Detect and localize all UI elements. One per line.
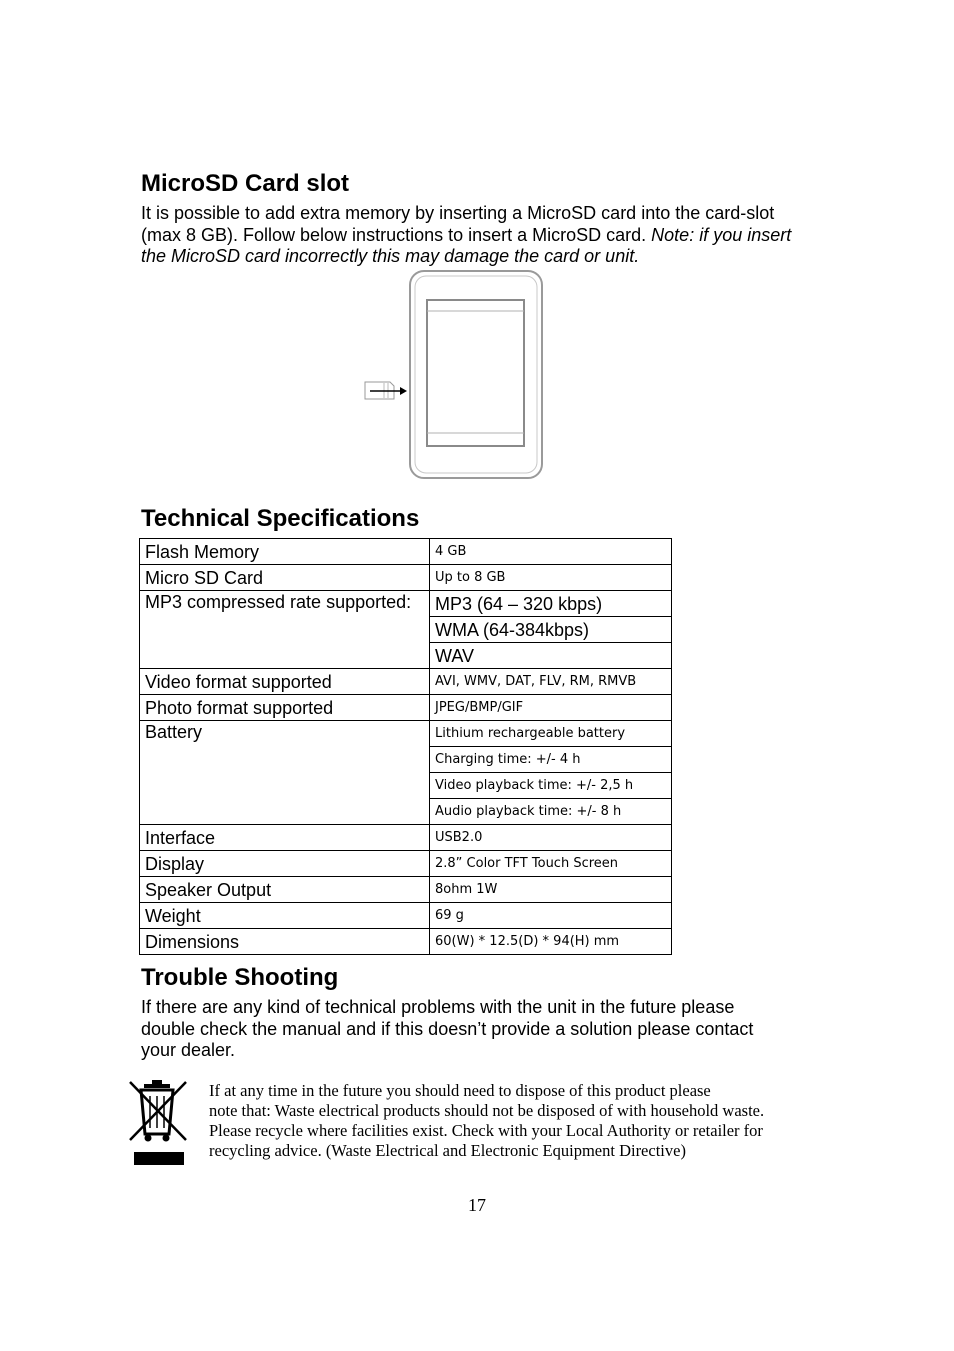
spec-label: MP3 compressed rate supported: xyxy=(140,591,430,669)
spec-value: AVI, WMV, DAT, FLV, RM, RMVB xyxy=(430,669,672,695)
weee-line: Please recycle where facilities exist. Check with your Local Authority or retailer for xyxy=(209,1121,763,1140)
spec-value: Up to 8 GB xyxy=(430,565,672,591)
spec-label: Video format supported xyxy=(140,669,430,695)
weee-line: note that: Waste electrical products should not be disposed of with household waste. xyxy=(209,1101,765,1120)
trouble-text: If there are any kind of technical problems with the unit in the future please double check the manual and if this doesn’t provide a solution please contact your dealer. xyxy=(141,997,754,1060)
spec-value: JPEG/BMP/GIF xyxy=(430,695,672,721)
spec-value: 60(W) * 12.5(D) * 94(H) mm xyxy=(430,929,672,955)
spec-row-dimensions xyxy=(140,929,672,955)
spec-label: Flash Memory xyxy=(140,539,430,565)
spec-value: USB2.0 xyxy=(430,825,672,851)
microsd-text xyxy=(141,203,811,268)
spec-value: WAV xyxy=(430,643,672,669)
spec-label: Micro SD Card xyxy=(140,565,430,591)
spec-label: Speaker Output xyxy=(140,877,430,903)
spec-value: Charging time: +/- 4 h xyxy=(430,747,672,773)
spec-label: Display xyxy=(140,851,430,877)
spec-value: 8ohm 1W xyxy=(430,877,672,903)
spec-table xyxy=(139,538,672,955)
crossed-out-wheelie-bin-icon xyxy=(128,1078,190,1170)
weee-line: recycling advice. (Waste Electrical and Electronic Equipment Directive) xyxy=(209,1141,686,1160)
spec-value: Audio playback time: +/- 8 h xyxy=(430,799,672,825)
device-microsd-insertion-diagram xyxy=(360,268,550,482)
spec-label: Dimensions xyxy=(140,929,430,955)
spec-value: WMA (64-384kbps) xyxy=(430,617,672,643)
spec-row-video xyxy=(140,669,672,695)
specs-heading: Technical Specifications xyxy=(141,505,420,532)
microsd-heading: MicroSD Card slot xyxy=(141,170,350,197)
spec-row-flash-memory xyxy=(140,539,672,565)
spec-row-display xyxy=(140,851,672,877)
weee-line: If at any time in the future you should need to dispose of this product please xyxy=(209,1081,711,1100)
spec-row-speaker xyxy=(140,877,672,903)
trouble-heading: Trouble Shooting xyxy=(141,964,339,991)
spec-value: 4 GB xyxy=(430,539,672,565)
spec-row-battery xyxy=(140,721,672,747)
spec-row-weight xyxy=(140,903,672,929)
spec-row-mp3 xyxy=(140,591,672,617)
microsd-note: Note: if you insert the MicroSD card incorrectly this may damage the card or unit. xyxy=(141,224,792,266)
spec-value: MP3 (64 – 320 kbps) xyxy=(430,591,672,617)
spec-value: 2.8” Color TFT Touch Screen xyxy=(430,851,672,877)
spec-label: Interface xyxy=(140,825,430,851)
spec-value: Lithium rechargeable battery xyxy=(430,721,672,747)
spec-value: Video playback time: +/- 2,5 h xyxy=(430,773,672,799)
spec-label: Photo format supported xyxy=(140,695,430,721)
weee-notice xyxy=(209,1081,809,1161)
page-number: 17 xyxy=(468,1195,486,1215)
spec-row-interface xyxy=(140,825,672,851)
spec-row-micro-sd xyxy=(140,565,672,591)
spec-label: Battery xyxy=(140,721,430,825)
spec-value: 69 g xyxy=(430,903,672,929)
spec-label: Weight xyxy=(140,903,430,929)
spec-row-photo xyxy=(140,695,672,721)
microsd-instructions: It is possible to add extra memory by inserting a MicroSD card into the card-slot (max 8 GB). Follow below instructions to insert a MicroSD card. xyxy=(141,203,775,245)
